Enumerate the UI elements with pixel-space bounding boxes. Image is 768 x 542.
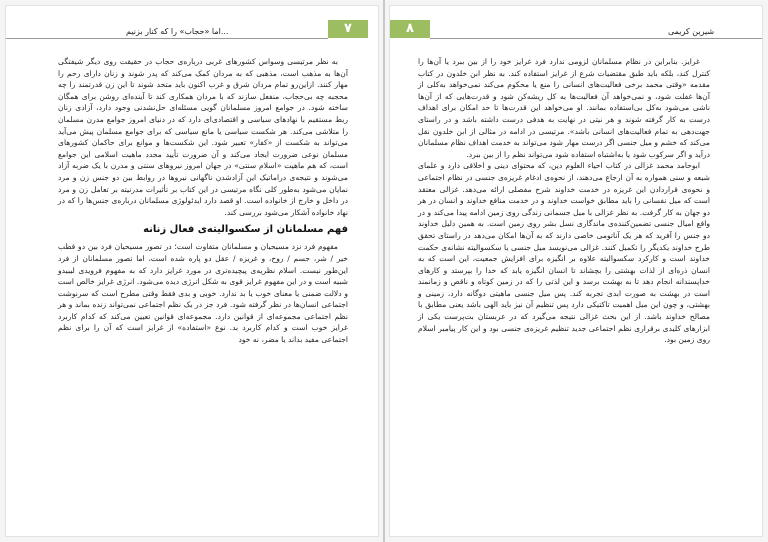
- body-text: [418, 56, 710, 346]
- paragraph: به نظر مرتیسی وسواس کشورهای غربی درباره‌ی حجاب در حقیقت روی دیگر شیفتگی آن‌ها به مذهب است، مذهبی که به مردان کمک می‌کند که پدر شوند و زنان دارای رحم را مهار کنند. ازاین‌رو تمام مردان شرق و غرب اکنون باید متحد شوند تا این زن قدرتمند را چه محجبه چه بی‌حجاب، منفعل سازند که با مردان همکاری کند تا آینده‌ای روشن برای همگان ساخته شود. در جوامع امروز مسلمانان گویی مسئله‌ای حل‌نشدنی وجود دارد، آزادی زنان ربط مستقیم با نهادهای سیاسی و اقتصادی‌ای دارد که در دنیای امروز جوامع مدرن مسلمان را متلاشی می‌کند. هر شکست سیاسی یا مانع سیاسی که برای جوامع مسلمان پیش می‌آید می‌تواند به شکست از «کفار» تعبیر شود. این شکست‌ها و موانع برای حاکمان کشورهای مسلمان نوعی ضرورت ایجاد می‌کند و آن ضرورت تأیید مجدد ماهیت اسلامی این جوامع است، که هم ماهیت «اسلام سنتی» در جهان امروز نیروهای سنتی و مدرن با یک ضربه آزاد می‌شوند و نتیجه‌ی دراماتیک این آزادشدن ناگهانی نیروها در روابط بین دو جنس زن و مرد نمایان می‌شود به‌طور کلی نگاه مرتیسی در این کتاب بر تأثیرات مدرنیته بر تعامل زن و مرد در داخل و خارج از خانواده است. او قصد دارد ایدئولوژی مسلمانان درباره‌ی جنس‌ها را که در نهاد خانواده آشکار می‌شود بررسی کند.: [58, 57, 348, 217]
- body-text: [58, 56, 348, 346]
- running-title: اما «حجاب» را که کنار بزنیم...: [126, 27, 229, 36]
- header-rule: [430, 38, 762, 39]
- left-page: [6, 6, 378, 536]
- page-number: ۸: [406, 21, 414, 36]
- paragraph: ابوحامد محمد غزالی در کتاب احیاء العلوم دین، که محتوای دینی و اخلاقی دارد و علمای شیعه و سنی همواره به آن ارجاع می‌دهند، از نحوه‌ی ادغام غریزه‌ی جنسی در نظام اجتماعی و نحوه‌ی قراردادن این غریزه در خدمت خداوند شرح مفصلی ارائه می‌دهد. غزالی معتقد است که میل نفسانی را باید مطابق خواست خداوند و در خدمت منافع خداوند و انسان در هر دو جهان به کار گرفت. به نظر غزالی با میل جسمانی زندگی روی زمین ادامه پیدا می‌کند و در واقع امیال جنسی تضمین‌کننده‌ی ماندگاری نسل بشر روی زمین است. به همین دلیل خداوند دو جنس را آفرید که هر یک آناتومی خاصی دارند که به آن‌ها امکان می‌دهد در راستای تحقق طرح خداوند یکدیگر را تکمیل کنند. غزالی می‌نویسد میل جنسی یا سکسوالیته نشانه‌ی حکمت خداوند است و کارکرد سکسوالیته علاوه بر انگیزه برای افزایش جمعیت، این است که به انسان ذره‌ای از لذات بهشتی را بچشاند تا انسان انگیزه یابد که خدا را بپرستد و کارهای خداپسندانه انجام دهد تا به بهشت برسد و این لذتی را که در زمین کوتاه و ناقص و زمانمند است در بهشت به صورت ابدی تجربه کند. پس میل جنسی ماهیتی دوگانه دارد، زمینی و بهشتی، و چون این میل اهمیت تاکتیکی دارد پس تنظیم آن نیز باید الهی باشد یعنی مطابق با مصالح خداوند باشد. از این بحث غزالی نتیجه می‌گیرد که در عربستان بت‌پرست یکی از ابزارهای کلیدی برقراری نظم اجتماعی جدید تنظیم غریزه‌ی جنسی بود و این کار پیامبر اسلام روی زمین بود.: [418, 161, 710, 345]
- page-number-box: [328, 20, 368, 38]
- right-page: [390, 6, 762, 536]
- book-spine: [383, 0, 385, 542]
- paragraph: غرایز. بنابراین در نظام مسلمانان لزومی ندارد فرد غرایز خود را از بین ببرد یا آن‌ها را کنترل کند، بلکه باید طبق مقتضیات شرع از غرایز استفاده کند. به نظر ابن خلدون در کتاب مقدمه «وقتی محمد برخی فعالیت‌های انسانی را منع یا محکوم می‌کند نمی‌خواهد به‌کلی از آن‌ها غفلت شود، و نمی‌خواهد آن فعالیت‌ها به کل ریشه‌کن شود و قدرت‌هایی که از آن‌ها ناشی می‌شود به‌کل بی‌استفاده بمانند. او می‌خواهد این قدرت‌ها تا حد امکان برای اهداف درست به کار گرفته شوند و هر نیتی در نهایت به هدفی درست داشته باشد و در راستای جهت‌دهی به تمام فعالیت‌های انسانی باشد». مرتیسی در ادامه در مثالی از ابن خلدون نقل می‌کند که خشم و میل جنسی اگر درست مهار شود می‌تواند به خدمت اهداف نظام مسلمانان درآید و اگر سرکوب شود یا به‌اشتباه استفاده شود می‌تواند نظم را از بین ببرد.: [418, 57, 710, 159]
- header-rule: [6, 38, 328, 39]
- page-number-box: [390, 20, 430, 38]
- running-title: شیرین کریمی: [668, 27, 715, 36]
- section-heading: فهم مسلمانان از سکسوالیته‌ی فعال زنانه: [143, 224, 348, 236]
- paragraph: مفهوم فرد نزد مسیحیان و مسلمانان متفاوت است؛ در تصور مسیحیان فرد بین دو قطب خیر / شر، جسم / روح، و غریزه / عقل دو پاره شده است، اما تصور مسلمانان از فرد این‌طور نیست. اسلام نظریه‌ی پیچیده‌تری در مورد غرایز دارد که به مفهوم فرویدی لیبیدو شبیه است و در این مفهوم غرایز قوی به شکل انرژی دیده می‌شود. انرژی غرایز خالص است و دلالت ضمنی یا معنای خوب یا بد ندارد. خوبی و بدی فقط وقتی مطرح است که سرنوشت اجتماعی انسان‌ها در نظر گرفته شود. فرد جز در یک نظم اجتماعی نمی‌تواند زنده بماند و هر نظم اجتماعی مجموعه‌ای از قوانین دارد. مجموعه‌ای قوانین تعیین می‌کند که کدام کاربرد غرایز خوب است و کدام کاربرد بد. نوع «استفاده» از غرایز است که آن را برای نظم اجتماعی مفید بداند یا مضر، نه خود: [58, 242, 348, 345]
- page-number: ۷: [344, 21, 352, 36]
